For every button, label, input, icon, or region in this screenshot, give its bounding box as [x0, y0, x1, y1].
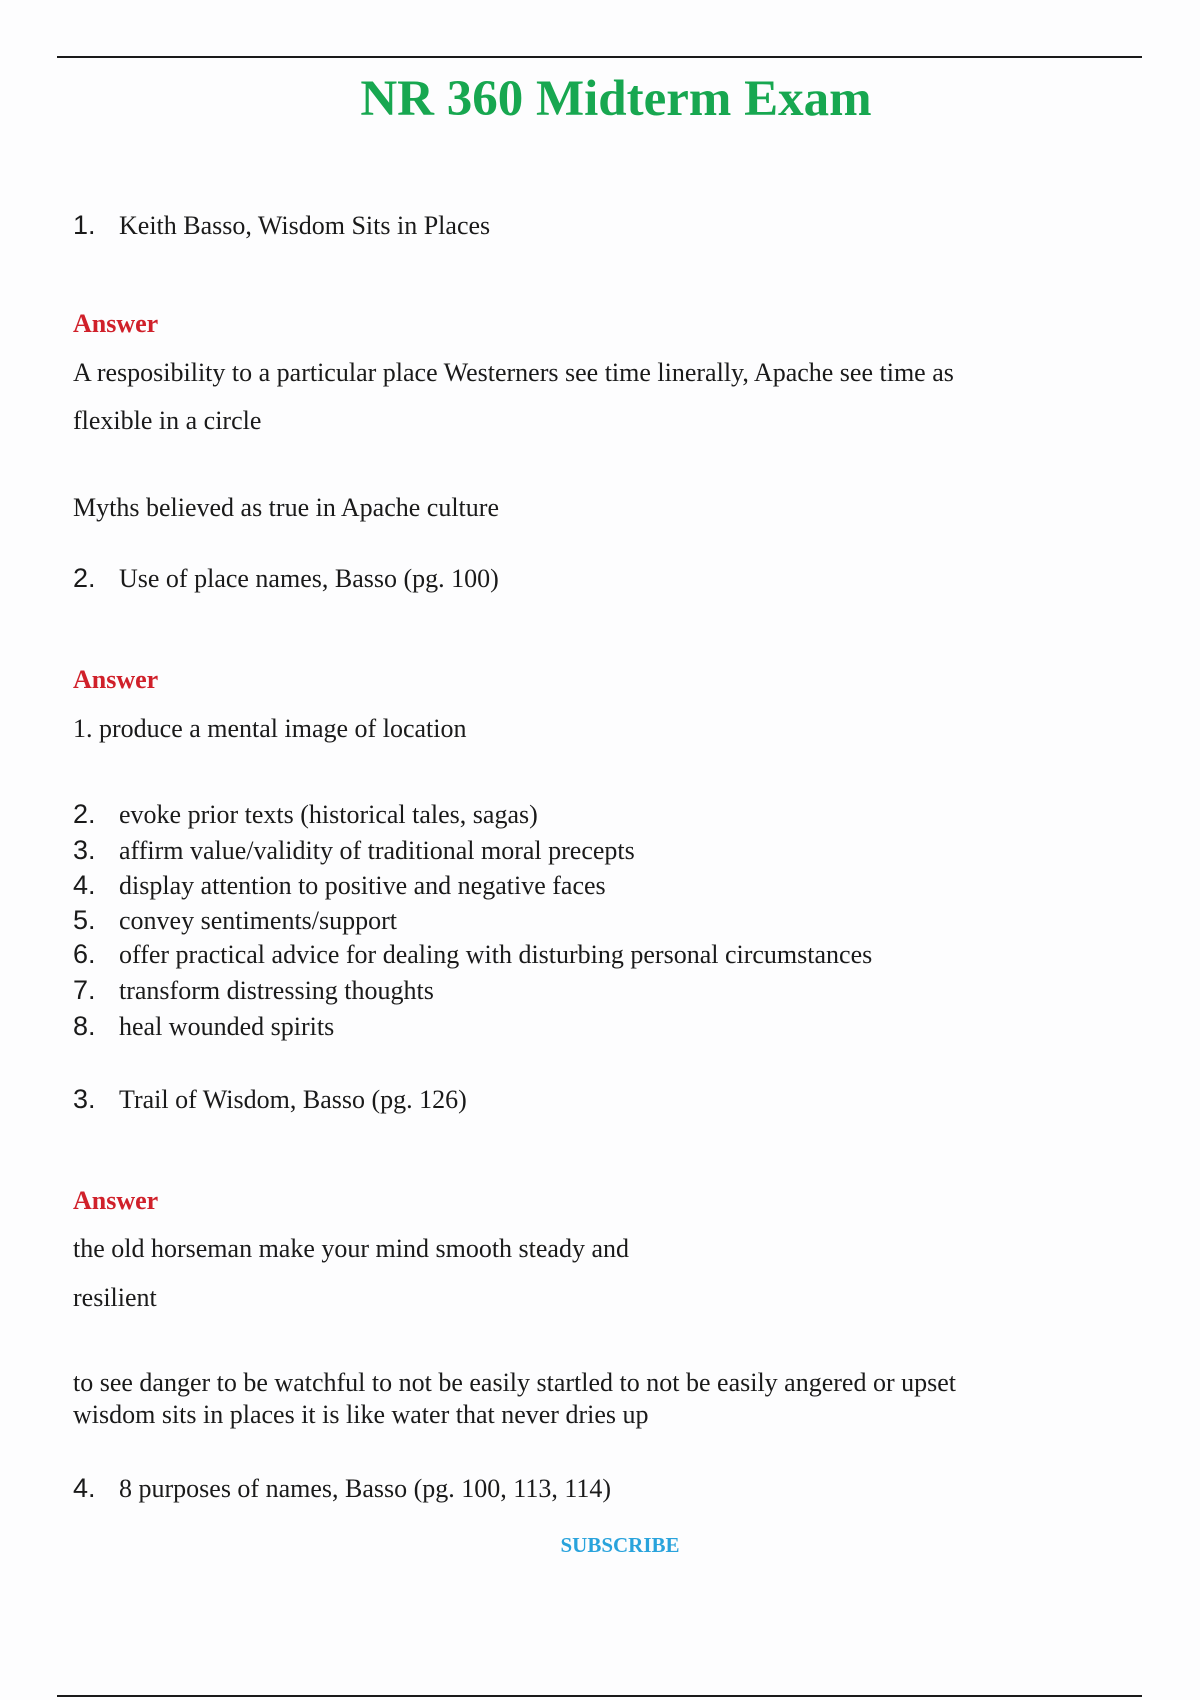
answer-1-line-2: flexible in a circle — [73, 406, 262, 435]
top-rule — [57, 56, 1142, 58]
answer-3-line-3: to see danger to be watchful to not be easily startled to not be easily angered or upset — [73, 1368, 956, 1397]
list-item-number: 4. — [73, 870, 96, 900]
list-item-text: convey sentiments/support — [119, 906, 398, 935]
question-2-number: 2. — [73, 563, 96, 593]
question-3-number: 3. — [73, 1084, 96, 1114]
bottom-rule — [57, 1695, 1142, 1697]
list-item-number: 7. — [73, 975, 96, 1005]
list-item-number: 6. — [73, 939, 96, 969]
list-item-text: transform distressing thoughts — [119, 976, 434, 1005]
answer-3-label: Answer — [73, 1186, 159, 1215]
list-item-number: 5. — [73, 905, 96, 935]
question-4-number: 4. — [73, 1473, 96, 1503]
answer-1-line-1: A resposibility to a particular place Westerners see time linerally, Apache see time as — [73, 358, 954, 387]
answer-2-label: Answer — [73, 665, 159, 694]
list-item-number: 3. — [73, 835, 96, 865]
answer-3-line-1: the old horseman make your mind smooth steady and — [73, 1234, 630, 1263]
question-1-text: Keith Basso, Wisdom Sits in Places — [119, 211, 491, 240]
list-item-number: 2. — [73, 799, 96, 829]
question-2-text: Use of place names, Basso (pg. 100) — [119, 564, 499, 593]
list-item-text: offer practical advice for dealing with disturbing personal circumstances — [119, 940, 873, 969]
question-4-text: 8 purposes of names, Basso (pg. 100, 113, 114) — [119, 1474, 612, 1503]
list-item-text: display attention to positive and negative faces — [119, 871, 606, 900]
subscribe-link[interactable]: SUBSCRIBE — [560, 1533, 680, 1557]
question-1-number: 1. — [73, 210, 96, 240]
question-3-text: Trail of Wisdom, Basso (pg. 126) — [119, 1085, 467, 1114]
list-item-text: heal wounded spirits — [119, 1012, 335, 1041]
list-item-number: 8. — [73, 1011, 96, 1041]
answer-3-line-2: resilient — [73, 1283, 157, 1312]
answer-1-line-3: Myths believed as true in Apache culture — [73, 493, 499, 522]
page-title: NR 360 Midterm Exam — [360, 71, 872, 127]
answer-1-label: Answer — [73, 309, 159, 338]
list-item-text: evoke prior texts (historical tales, sagas) — [119, 800, 538, 829]
list-item-text: affirm value/validity of traditional moral precepts — [119, 836, 635, 865]
answer-3-line-4: wisdom sits in places it is like water that never dries up — [73, 1400, 649, 1429]
answer-2-first-item: 1. produce a mental image of location — [73, 714, 467, 743]
